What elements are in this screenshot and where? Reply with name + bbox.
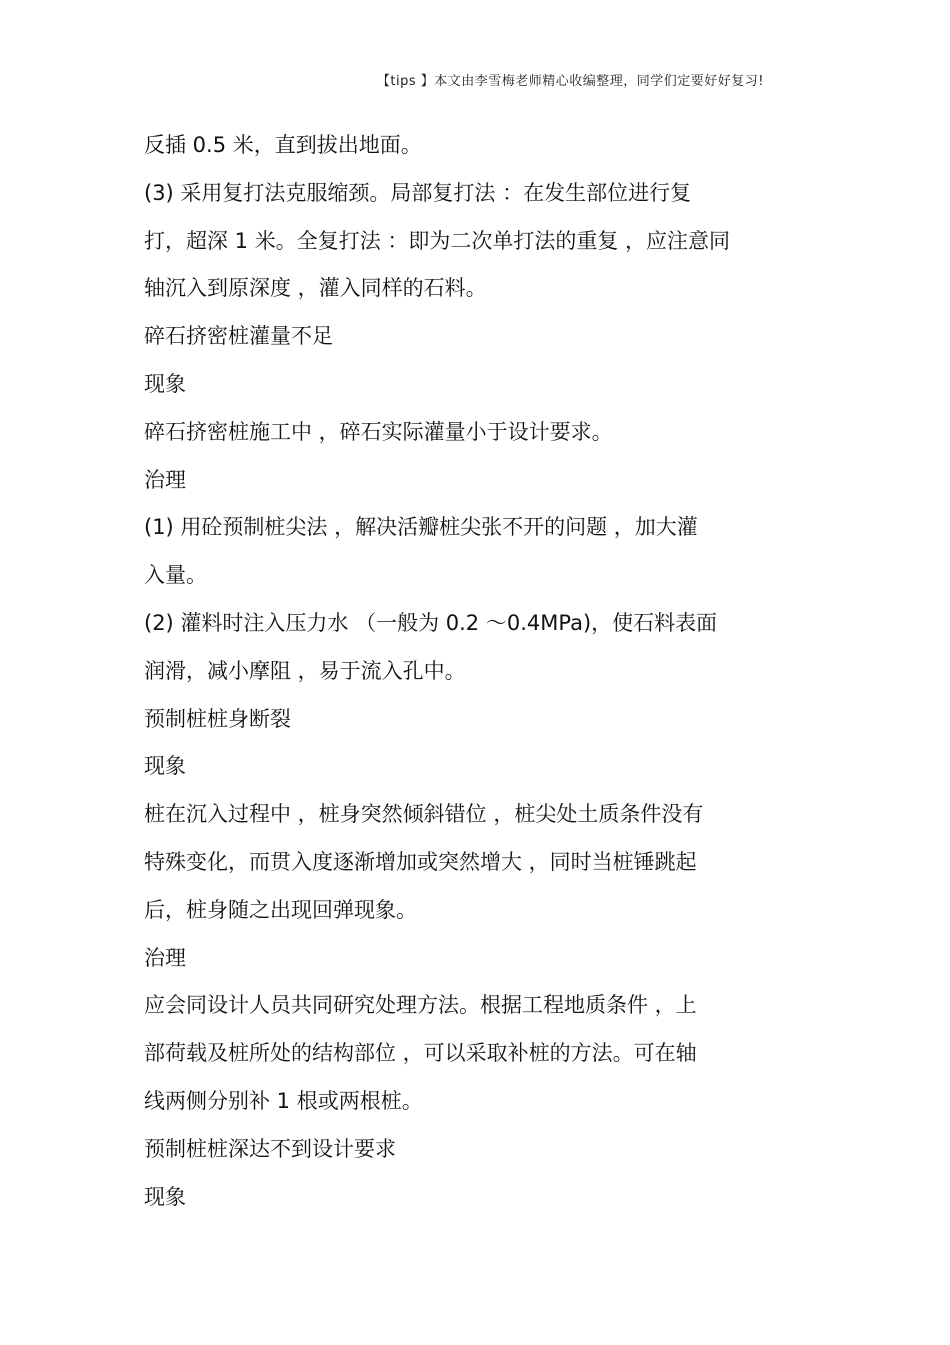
body-line: (3) 采用复打法克服缩颈。局部复打法 ：在发生部位进行复 bbox=[144, 180, 692, 205]
body-line: 部荷载及桩所处的结构部位 ，可以采取补桩的方法。可在轴 bbox=[144, 1041, 697, 1066]
body-line: 入量。 bbox=[144, 563, 207, 588]
subsection-heading: 治理 bbox=[144, 467, 186, 492]
body-line: 轴沉入到原深度 ，灌入同样的石料。 bbox=[144, 276, 487, 301]
body-line: 碎石挤密桩施工中 ，碎石实际灌量小于设计要求。 bbox=[144, 419, 613, 444]
body-line: 反插 0.5 米，直到拔出地面。 bbox=[144, 133, 422, 157]
subsection-heading: 现象 bbox=[144, 371, 186, 396]
body-line: 润滑，减小摩阻 ，易于流入孔中。 bbox=[144, 658, 466, 683]
body-line: 打，超深 1 米。全复打法 ：即为二次单打法的重复 ，应注意同 bbox=[144, 228, 731, 253]
subsection-heading: 现象 bbox=[144, 754, 186, 779]
body-line: 特殊变化，而贯入度逐渐增加或突然增大 ，同时当桩锤跳起 bbox=[144, 849, 697, 874]
body-line: 桩在沉入过程中 ，桩身突然倾斜错位 ，桩尖处土质条件没有 bbox=[144, 802, 704, 827]
document-body bbox=[144, 122, 824, 1221]
section-heading: 碎石挤密桩灌量不足 bbox=[144, 324, 333, 349]
subsection-heading: 现象 bbox=[144, 1184, 186, 1209]
body-line: (2) 灌料时注入压力水 （一般为 0.2 ～0.4MPa)，使石料表面 bbox=[144, 610, 718, 635]
body-line: (1) 用砼预制桩尖法 ，解决活瓣桩尖张不开的问题 ，加大灌 bbox=[144, 515, 698, 540]
body-line: 线两侧分别补 1 根或两根桩。 bbox=[144, 1088, 423, 1113]
body-line: 后，桩身随之出现回弹现象。 bbox=[144, 897, 417, 922]
subsection-heading: 治理 bbox=[144, 945, 186, 970]
section-heading: 预制桩桩身断裂 bbox=[144, 706, 291, 731]
section-heading: 预制桩桩深达不到设计要求 bbox=[144, 1136, 396, 1161]
body-line: 应会同设计人员共同研究处理方法。根据工程地质条件 ，上 bbox=[144, 993, 697, 1018]
header-tips-note: 【tips 】本文由李雪梅老师精心收编整理，同学们定要好好复习! bbox=[376, 74, 764, 89]
